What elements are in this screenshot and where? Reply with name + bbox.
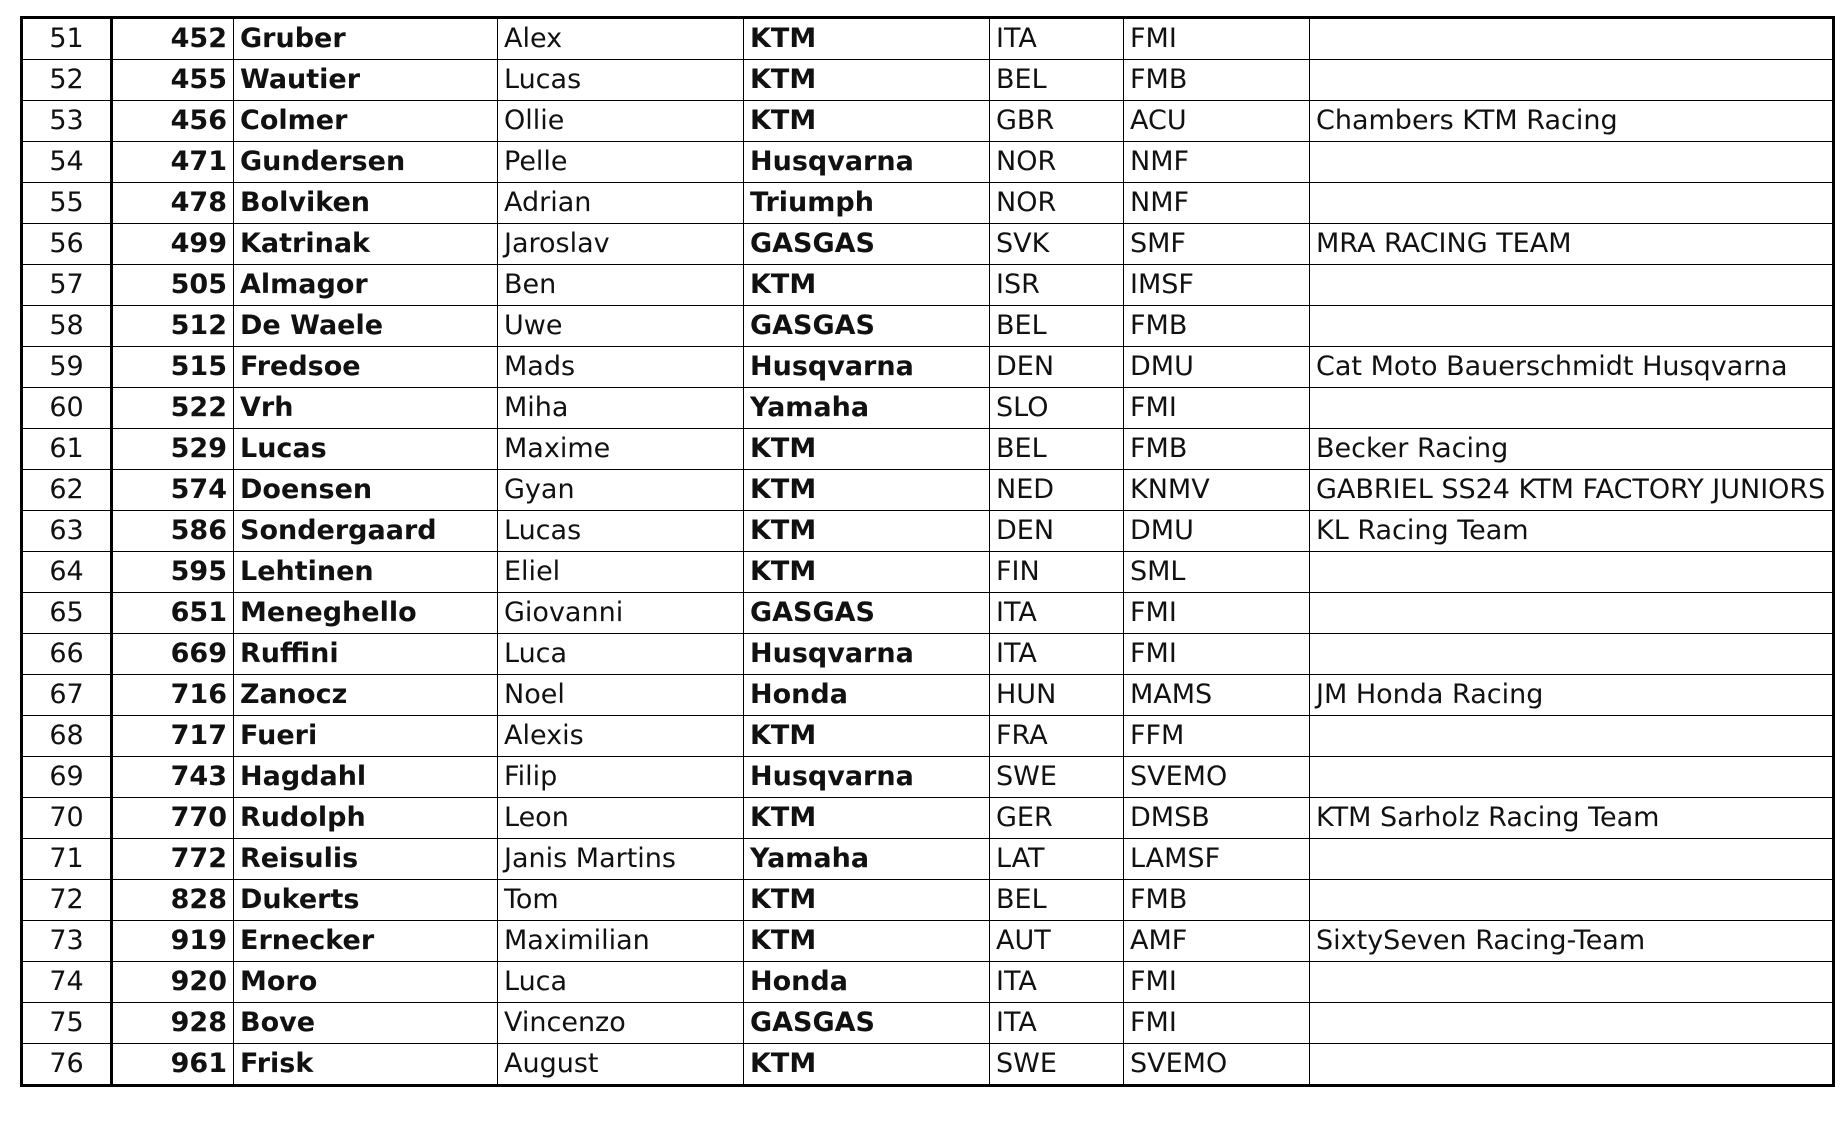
position-cell: 74 <box>22 962 112 1003</box>
nationality-cell: ITA <box>990 962 1124 1003</box>
nationality-cell: ITA <box>990 634 1124 675</box>
nationality-cell: AUT <box>990 921 1124 962</box>
table-row <box>22 470 1834 511</box>
manufacturer-cell: Husqvarna <box>744 142 990 183</box>
federation-cell: NMF <box>1124 183 1310 224</box>
federation-cell: FMB <box>1124 880 1310 921</box>
federation-cell: ACU <box>1124 101 1310 142</box>
position-cell: 72 <box>22 880 112 921</box>
federation-cell: DMU <box>1124 347 1310 388</box>
federation-cell: LAMSF <box>1124 839 1310 880</box>
federation-cell: FMB <box>1124 60 1310 101</box>
position-cell: 63 <box>22 511 112 552</box>
federation-cell: FFM <box>1124 716 1310 757</box>
first-name-cell: Ollie <box>498 101 744 142</box>
team-cell <box>1310 1003 1834 1044</box>
nationality-cell: SWE <box>990 1044 1124 1086</box>
first-name-cell: Janis Martins <box>498 839 744 880</box>
table-row <box>22 798 1834 839</box>
first-name-cell: Jaroslav <box>498 224 744 265</box>
nationality-cell: FIN <box>990 552 1124 593</box>
first-name-cell: Alexis <box>498 716 744 757</box>
first-name-cell: Noel <box>498 675 744 716</box>
manufacturer-cell: GASGAS <box>744 1003 990 1044</box>
table-row <box>22 347 1834 388</box>
manufacturer-cell: KTM <box>744 60 990 101</box>
first-name-cell: Uwe <box>498 306 744 347</box>
table-row <box>22 839 1834 880</box>
table-row <box>22 757 1834 798</box>
federation-cell: FMI <box>1124 593 1310 634</box>
rider-number-cell: 499 <box>112 224 234 265</box>
table-row <box>22 101 1834 142</box>
first-name-cell: Mads <box>498 347 744 388</box>
team-cell: MRA RACING TEAM <box>1310 224 1834 265</box>
position-cell: 53 <box>22 101 112 142</box>
position-cell: 51 <box>22 18 112 60</box>
nationality-cell: LAT <box>990 839 1124 880</box>
first-name-cell: Adrian <box>498 183 744 224</box>
team-cell <box>1310 839 1834 880</box>
federation-cell: IMSF <box>1124 265 1310 306</box>
last-name-cell: Doensen <box>234 470 498 511</box>
nationality-cell: SVK <box>990 224 1124 265</box>
last-name-cell: Vrh <box>234 388 498 429</box>
table-row <box>22 921 1834 962</box>
manufacturer-cell: KTM <box>744 1044 990 1086</box>
position-cell: 56 <box>22 224 112 265</box>
team-cell <box>1310 60 1834 101</box>
rider-number-cell: 919 <box>112 921 234 962</box>
manufacturer-cell: Husqvarna <box>744 347 990 388</box>
position-cell: 76 <box>22 1044 112 1086</box>
table-row <box>22 1003 1834 1044</box>
federation-cell: AMF <box>1124 921 1310 962</box>
position-cell: 62 <box>22 470 112 511</box>
team-cell: KL Racing Team <box>1310 511 1834 552</box>
rider-number-cell: 743 <box>112 757 234 798</box>
federation-cell: DMSB <box>1124 798 1310 839</box>
team-cell <box>1310 142 1834 183</box>
rider-number-cell: 928 <box>112 1003 234 1044</box>
nationality-cell: GBR <box>990 101 1124 142</box>
last-name-cell: Wautier <box>234 60 498 101</box>
team-cell <box>1310 265 1834 306</box>
federation-cell: SVEMO <box>1124 1044 1310 1086</box>
first-name-cell: Lucas <box>498 511 744 552</box>
last-name-cell: Bove <box>234 1003 498 1044</box>
manufacturer-cell: Triumph <box>744 183 990 224</box>
nationality-cell: BEL <box>990 60 1124 101</box>
first-name-cell: Lucas <box>498 60 744 101</box>
table-row <box>22 634 1834 675</box>
position-cell: 66 <box>22 634 112 675</box>
last-name-cell: Zanocz <box>234 675 498 716</box>
federation-cell: NMF <box>1124 142 1310 183</box>
entry-rows <box>22 18 1834 1086</box>
table-row <box>22 142 1834 183</box>
manufacturer-cell: Yamaha <box>744 839 990 880</box>
manufacturer-cell: KTM <box>744 880 990 921</box>
federation-cell: MAMS <box>1124 675 1310 716</box>
last-name-cell: Moro <box>234 962 498 1003</box>
position-cell: 64 <box>22 552 112 593</box>
rider-number-cell: 505 <box>112 265 234 306</box>
last-name-cell: Ernecker <box>234 921 498 962</box>
nationality-cell: ISR <box>990 265 1124 306</box>
first-name-cell: Maxime <box>498 429 744 470</box>
table-row <box>22 18 1834 60</box>
team-cell <box>1310 593 1834 634</box>
team-cell <box>1310 183 1834 224</box>
last-name-cell: Fueri <box>234 716 498 757</box>
federation-cell: DMU <box>1124 511 1310 552</box>
first-name-cell: Eliel <box>498 552 744 593</box>
position-cell: 71 <box>22 839 112 880</box>
position-cell: 58 <box>22 306 112 347</box>
position-cell: 68 <box>22 716 112 757</box>
first-name-cell: Maximilian <box>498 921 744 962</box>
table-row <box>22 60 1834 101</box>
position-cell: 67 <box>22 675 112 716</box>
first-name-cell: Ben <box>498 265 744 306</box>
nationality-cell: SLO <box>990 388 1124 429</box>
rider-number-cell: 452 <box>112 18 234 60</box>
rider-number-cell: 669 <box>112 634 234 675</box>
team-cell <box>1310 634 1834 675</box>
first-name-cell: Luca <box>498 634 744 675</box>
position-cell: 61 <box>22 429 112 470</box>
federation-cell: SML <box>1124 552 1310 593</box>
last-name-cell: Bolviken <box>234 183 498 224</box>
rider-number-cell: 586 <box>112 511 234 552</box>
table-row <box>22 224 1834 265</box>
nationality-cell: GER <box>990 798 1124 839</box>
last-name-cell: De Waele <box>234 306 498 347</box>
rider-number-cell: 920 <box>112 962 234 1003</box>
team-cell <box>1310 552 1834 593</box>
team-cell: SixtySeven Racing-Team <box>1310 921 1834 962</box>
federation-cell: FMI <box>1124 634 1310 675</box>
manufacturer-cell: KTM <box>744 511 990 552</box>
table-row <box>22 388 1834 429</box>
manufacturer-cell: GASGAS <box>744 593 990 634</box>
team-cell: Chambers KTM Racing <box>1310 101 1834 142</box>
team-cell <box>1310 757 1834 798</box>
position-cell: 55 <box>22 183 112 224</box>
nationality-cell: ITA <box>990 1003 1124 1044</box>
table-row <box>22 183 1834 224</box>
federation-cell: FMI <box>1124 388 1310 429</box>
rider-number-cell: 522 <box>112 388 234 429</box>
rider-number-cell: 595 <box>112 552 234 593</box>
first-name-cell: Vincenzo <box>498 1003 744 1044</box>
last-name-cell: Ruffini <box>234 634 498 675</box>
table-row <box>22 511 1834 552</box>
first-name-cell: Miha <box>498 388 744 429</box>
first-name-cell: Alex <box>498 18 744 60</box>
rider-number-cell: 770 <box>112 798 234 839</box>
manufacturer-cell: KTM <box>744 552 990 593</box>
rider-number-cell: 515 <box>112 347 234 388</box>
nationality-cell: ITA <box>990 593 1124 634</box>
last-name-cell: Reisulis <box>234 839 498 880</box>
table-row <box>22 675 1834 716</box>
table-row <box>22 962 1834 1003</box>
team-cell <box>1310 880 1834 921</box>
first-name-cell: Filip <box>498 757 744 798</box>
last-name-cell: Frisk <box>234 1044 498 1086</box>
rider-number-cell: 574 <box>112 470 234 511</box>
rider-number-cell: 456 <box>112 101 234 142</box>
first-name-cell: Leon <box>498 798 744 839</box>
table-row <box>22 880 1834 921</box>
position-cell: 54 <box>22 142 112 183</box>
nationality-cell: NOR <box>990 142 1124 183</box>
team-cell <box>1310 18 1834 60</box>
last-name-cell: Dukerts <box>234 880 498 921</box>
manufacturer-cell: Honda <box>744 962 990 1003</box>
position-cell: 59 <box>22 347 112 388</box>
manufacturer-cell: GASGAS <box>744 306 990 347</box>
first-name-cell: Tom <box>498 880 744 921</box>
federation-cell: FMI <box>1124 962 1310 1003</box>
team-cell <box>1310 962 1834 1003</box>
nationality-cell: DEN <box>990 511 1124 552</box>
rider-number-cell: 529 <box>112 429 234 470</box>
rider-number-cell: 455 <box>112 60 234 101</box>
nationality-cell: ITA <box>990 18 1124 60</box>
federation-cell: FMI <box>1124 18 1310 60</box>
rider-number-cell: 717 <box>112 716 234 757</box>
table-row <box>22 306 1834 347</box>
table-row <box>22 716 1834 757</box>
nationality-cell: SWE <box>990 757 1124 798</box>
manufacturer-cell: KTM <box>744 265 990 306</box>
position-cell: 73 <box>22 921 112 962</box>
team-cell <box>1310 716 1834 757</box>
last-name-cell: Fredsoe <box>234 347 498 388</box>
manufacturer-cell: KTM <box>744 101 990 142</box>
rider-number-cell: 471 <box>112 142 234 183</box>
first-name-cell: Giovanni <box>498 593 744 634</box>
team-cell <box>1310 1044 1834 1086</box>
position-cell: 52 <box>22 60 112 101</box>
team-cell <box>1310 306 1834 347</box>
federation-cell: FMI <box>1124 1003 1310 1044</box>
manufacturer-cell: KTM <box>744 798 990 839</box>
manufacturer-cell: Husqvarna <box>744 634 990 675</box>
last-name-cell: Colmer <box>234 101 498 142</box>
rider-number-cell: 512 <box>112 306 234 347</box>
team-cell: Cat Moto Bauerschmidt Husqvarna <box>1310 347 1834 388</box>
table-row <box>22 1044 1834 1086</box>
table-row <box>22 593 1834 634</box>
manufacturer-cell: Yamaha <box>744 388 990 429</box>
table-row <box>22 552 1834 593</box>
nationality-cell: BEL <box>990 880 1124 921</box>
team-cell: KTM Sarholz Racing Team <box>1310 798 1834 839</box>
manufacturer-cell: Honda <box>744 675 990 716</box>
last-name-cell: Rudolph <box>234 798 498 839</box>
team-cell: Becker Racing <box>1310 429 1834 470</box>
rider-number-cell: 828 <box>112 880 234 921</box>
first-name-cell: Gyan <box>498 470 744 511</box>
team-cell <box>1310 388 1834 429</box>
manufacturer-cell: GASGAS <box>744 224 990 265</box>
position-cell: 75 <box>22 1003 112 1044</box>
manufacturer-cell: KTM <box>744 716 990 757</box>
manufacturer-cell: KTM <box>744 429 990 470</box>
nationality-cell: FRA <box>990 716 1124 757</box>
first-name-cell: Pelle <box>498 142 744 183</box>
nationality-cell: HUN <box>990 675 1124 716</box>
federation-cell: FMB <box>1124 429 1310 470</box>
last-name-cell: Meneghello <box>234 593 498 634</box>
team-cell: JM Honda Racing <box>1310 675 1834 716</box>
position-cell: 60 <box>22 388 112 429</box>
first-name-cell: Luca <box>498 962 744 1003</box>
table-row <box>22 429 1834 470</box>
nationality-cell: DEN <box>990 347 1124 388</box>
position-cell: 70 <box>22 798 112 839</box>
rider-number-cell: 716 <box>112 675 234 716</box>
rider-number-cell: 772 <box>112 839 234 880</box>
nationality-cell: BEL <box>990 429 1124 470</box>
position-cell: 57 <box>22 265 112 306</box>
entry-list <box>20 16 1835 1087</box>
last-name-cell: Hagdahl <box>234 757 498 798</box>
rider-number-cell: 651 <box>112 593 234 634</box>
team-cell: GABRIEL SS24 KTM FACTORY JUNIORS <box>1310 470 1834 511</box>
first-name-cell: August <box>498 1044 744 1086</box>
rider-number-cell: 961 <box>112 1044 234 1086</box>
manufacturer-cell: Husqvarna <box>744 757 990 798</box>
manufacturer-cell: KTM <box>744 470 990 511</box>
manufacturer-cell: KTM <box>744 18 990 60</box>
nationality-cell: BEL <box>990 306 1124 347</box>
position-cell: 69 <box>22 757 112 798</box>
manufacturer-cell: KTM <box>744 921 990 962</box>
federation-cell: SVEMO <box>1124 757 1310 798</box>
last-name-cell: Gruber <box>234 18 498 60</box>
table-row <box>22 265 1834 306</box>
federation-cell: KNMV <box>1124 470 1310 511</box>
last-name-cell: Almagor <box>234 265 498 306</box>
nationality-cell: NED <box>990 470 1124 511</box>
entry-table <box>20 16 1835 1087</box>
nationality-cell: NOR <box>990 183 1124 224</box>
position-cell: 65 <box>22 593 112 634</box>
federation-cell: FMB <box>1124 306 1310 347</box>
last-name-cell: Sondergaard <box>234 511 498 552</box>
last-name-cell: Gundersen <box>234 142 498 183</box>
rider-number-cell: 478 <box>112 183 234 224</box>
federation-cell: SMF <box>1124 224 1310 265</box>
last-name-cell: Katrinak <box>234 224 498 265</box>
last-name-cell: Lucas <box>234 429 498 470</box>
last-name-cell: Lehtinen <box>234 552 498 593</box>
